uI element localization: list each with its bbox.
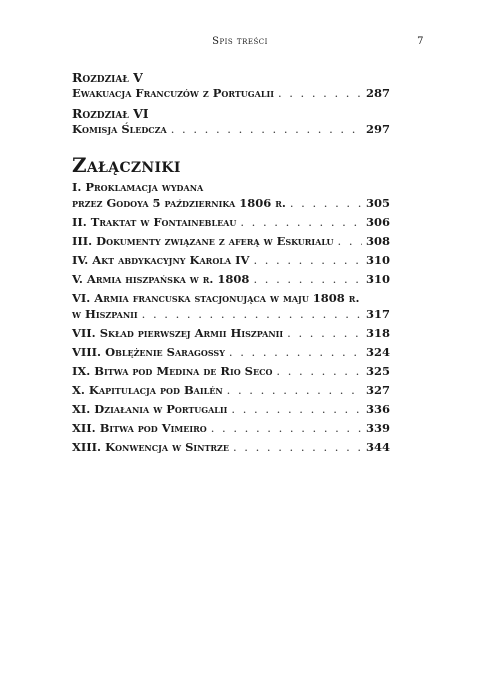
toc-entry-page: 317 <box>366 307 391 321</box>
page-number: 7 <box>417 36 424 47</box>
toc-entry-title: IV. Akt abdykacyjny Karola IV <box>72 253 250 267</box>
appendix-entry[interactable] <box>72 271 390 287</box>
toc-entry-title: X. Kapitulacja pod Bailén <box>72 383 223 397</box>
running-head <box>0 36 480 50</box>
dot-leader <box>253 252 362 268</box>
running-title: Spis treści <box>212 36 268 47</box>
toc-line[interactable] <box>72 121 390 137</box>
toc-entry-title: III. Dokumenty związane z aferą w Eskurialu <box>72 234 334 248</box>
appendix-entry[interactable] <box>72 401 390 417</box>
dot-leader <box>231 401 362 417</box>
appendix-entry[interactable] <box>72 233 390 249</box>
toc-entry-title: VII. Skład pierwszej Armii Hiszpanii <box>72 326 284 340</box>
toc-entry-title: w Hiszpanii <box>72 307 138 321</box>
toc-entry-title: Komisja Śledcza <box>72 122 167 136</box>
toc-entry-title: VIII. Oblężenie Saragossy <box>72 345 225 359</box>
toc-line[interactable] <box>72 85 390 101</box>
dot-leader <box>338 233 362 249</box>
toc-entry-page: 297 <box>366 122 391 136</box>
toc-entry-title-line1: I. Proklamacja wydana <box>72 180 204 194</box>
dot-leader <box>227 382 362 398</box>
appendices-section <box>72 153 390 458</box>
dot-leader <box>290 195 362 211</box>
appendix-entry[interactable] <box>72 439 390 455</box>
chapter-heading: Rozdział V <box>72 70 143 85</box>
toc-entry-title: Ewakuacja Francuzów z Portugalii <box>72 86 274 100</box>
appendix-entry[interactable] <box>72 420 390 436</box>
appendix-entry[interactable] <box>72 344 390 360</box>
toc-entry-title: IX. Bitwa pod Medina de Rio Seco <box>72 364 273 378</box>
appendix-entry[interactable] <box>72 179 390 211</box>
dot-leader <box>240 214 362 230</box>
appendix-entry[interactable] <box>72 214 390 230</box>
toc-entry-page: 324 <box>366 345 391 359</box>
toc-entry-page: 336 <box>366 402 391 416</box>
toc-entry-page: 318 <box>366 326 391 340</box>
toc-entry-title-line1: VI. Armia francuska stacjonująca w maju 1808 r. <box>72 291 360 305</box>
toc-line <box>72 306 390 322</box>
toc-entry-page: 327 <box>366 383 391 397</box>
toc-entry-page: 305 <box>366 196 391 210</box>
dot-leader <box>276 363 362 379</box>
toc-entry-title: V. Armia hiszpańska w r. 1808 <box>72 272 250 286</box>
appendix-entry[interactable] <box>72 363 390 379</box>
dot-leader <box>253 271 362 287</box>
toc-entry-page: 344 <box>366 440 391 454</box>
toc-entry-page: 325 <box>366 364 391 378</box>
dot-leader <box>211 420 362 436</box>
dot-leader <box>278 85 362 101</box>
toc-entry-title: XII. Bitwa pod Vimeiro <box>72 421 207 435</box>
dot-leader <box>142 306 362 322</box>
toc-entry-page: 287 <box>366 86 391 100</box>
chapter-entry-v <box>72 70 390 101</box>
appendix-entry[interactable] <box>72 325 390 341</box>
dot-leader <box>229 344 362 360</box>
toc-entry-title: II. Traktat w Fontainebleau <box>72 215 237 229</box>
chapter-entry-vi <box>72 106 390 137</box>
dot-leader <box>233 439 362 455</box>
dot-leader <box>287 325 362 341</box>
appendices-heading: Załączniki <box>72 153 181 177</box>
dot-leader <box>171 121 362 137</box>
toc-entry-title: XIII. Konwencja w Sintrze <box>72 440 229 454</box>
toc-entry-page: 339 <box>366 421 391 435</box>
chapter-heading: Rozdział VI <box>72 106 149 121</box>
appendix-entry[interactable] <box>72 252 390 268</box>
toc-entry-page: 308 <box>366 234 391 248</box>
toc-entry-title: XI. Działania w Portugalii <box>72 402 228 416</box>
toc-line <box>72 195 390 211</box>
appendix-entry[interactable] <box>72 382 390 398</box>
toc-entry-page: 310 <box>366 253 391 267</box>
appendix-entry[interactable] <box>72 290 390 322</box>
toc-entry-page: 306 <box>366 215 391 229</box>
toc-entry-title: przez Godoya 5 października 1806 r. <box>72 196 286 210</box>
toc-entry-page: 310 <box>366 272 391 286</box>
